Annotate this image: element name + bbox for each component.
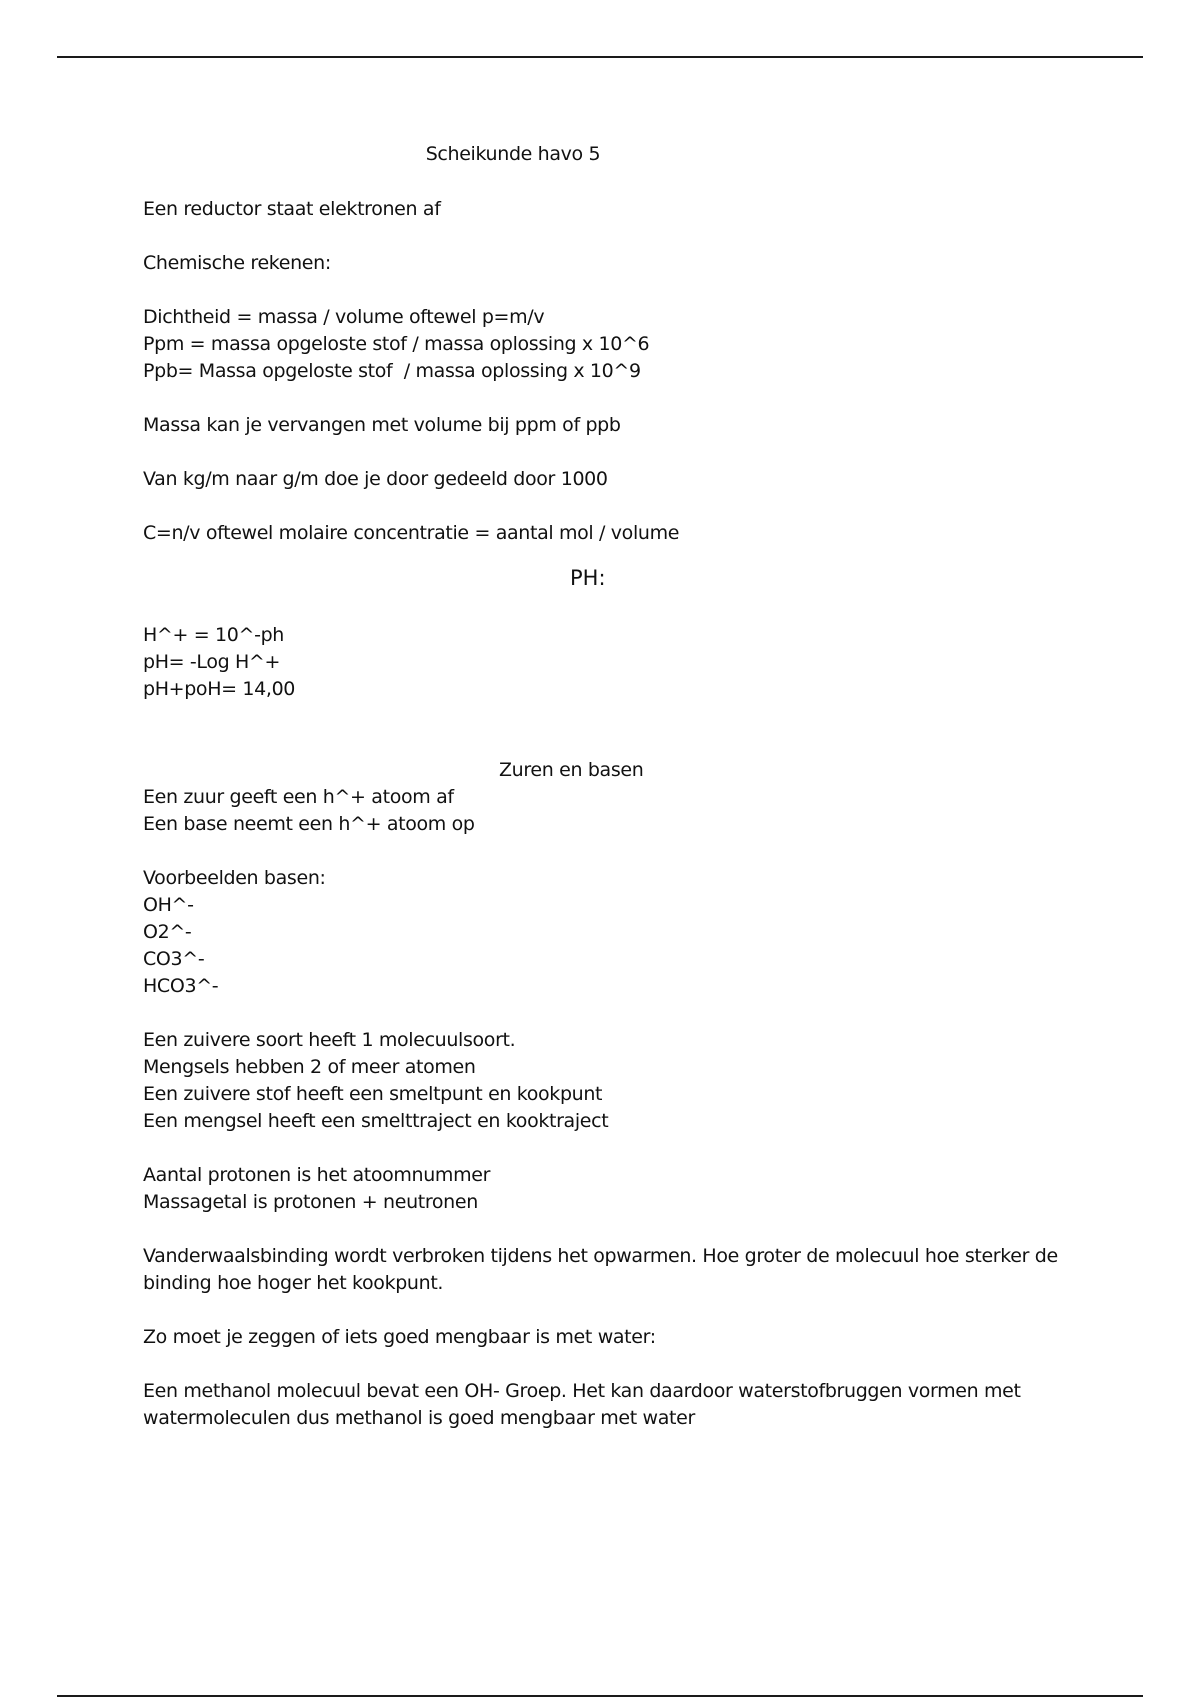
chemisch-rekenen-heading: Chemische rekenen: [143, 252, 331, 274]
vanderwaals-paragraph: Vanderwaalsbinding wordt verbroken tijdens het opwarmen. Hoe groter de molecuul hoe sterker de binding hoe hoger het kookpunt. [143, 1245, 1058, 1294]
voorbeelden-heading: Voorbeelden basen: [143, 867, 326, 889]
reductor-statement: Een reductor staat elektronen af [143, 198, 441, 220]
ph-heading: PH: [570, 566, 606, 590]
stoffen-line-4: Een mengsel heeft een smelttraject en kooktraject [143, 1110, 609, 1132]
base-example-co3: CO3^- [143, 948, 205, 970]
formula-ppb: Ppb= Massa opgeloste stof / massa oplossing x 10^9 [143, 360, 641, 382]
atomen-line-1: Aantal protonen is het atoomnummer [143, 1164, 491, 1186]
formula-dichtheid: Dichtheid = massa / volume oftewel p=m/v [143, 306, 545, 328]
atomen-line-2: Massagetal is protonen + neutronen [143, 1191, 478, 1213]
stoffen-line-1: Een zuivere soort heeft 1 molecuulsoort. [143, 1029, 516, 1051]
ph-formula-log: pH= -Log H^+ [143, 651, 281, 673]
document-title: Scheikunde havo 5 [425, 143, 601, 165]
stoffen-line-3: Een zuivere stof heeft een smeltpunt en kookpunt [143, 1083, 603, 1105]
footer-rule [57, 1695, 1143, 1697]
conversion-note: Van kg/m naar g/m doe je door gedeeld door 1000 [143, 468, 608, 490]
zuren-basen-heading: Zuren en basen [499, 759, 644, 781]
header-rule [57, 56, 1143, 58]
zuur-definition: Een zuur geeft een h^+ atoom af [143, 786, 454, 808]
concentration-formula: C=n/v oftewel molaire concentratie = aantal mol / volume [143, 522, 680, 544]
ph-formula-poh: pH+poH= 14,00 [143, 678, 296, 700]
ph-formula-h: H^+ = 10^-ph [143, 624, 284, 646]
methanol-paragraph: Een methanol molecuul bevat een OH- Groep. Het kan daardoor waterstofbruggen vormen met watermoleculen dus methanol is goed mengbaar met water [143, 1380, 1021, 1429]
base-definition: Een base neemt een h^+ atoom op [143, 813, 475, 835]
massa-note: Massa kan je vervangen met volume bij ppm of ppb [143, 414, 621, 436]
formula-ppm: Ppm = massa opgeloste stof / massa oplossing x 10^6 [143, 333, 650, 355]
stoffen-line-2: Mengsels hebben 2 of meer atomen [143, 1056, 476, 1078]
document-body [143, 141, 1083, 1432]
base-example-oh: OH^- [143, 894, 194, 916]
base-example-o2: O2^- [143, 921, 192, 943]
base-example-hco3: HCO3^- [143, 975, 219, 997]
mengbaar-heading: Zo moet je zeggen of iets goed mengbaar is met water: [143, 1326, 656, 1348]
